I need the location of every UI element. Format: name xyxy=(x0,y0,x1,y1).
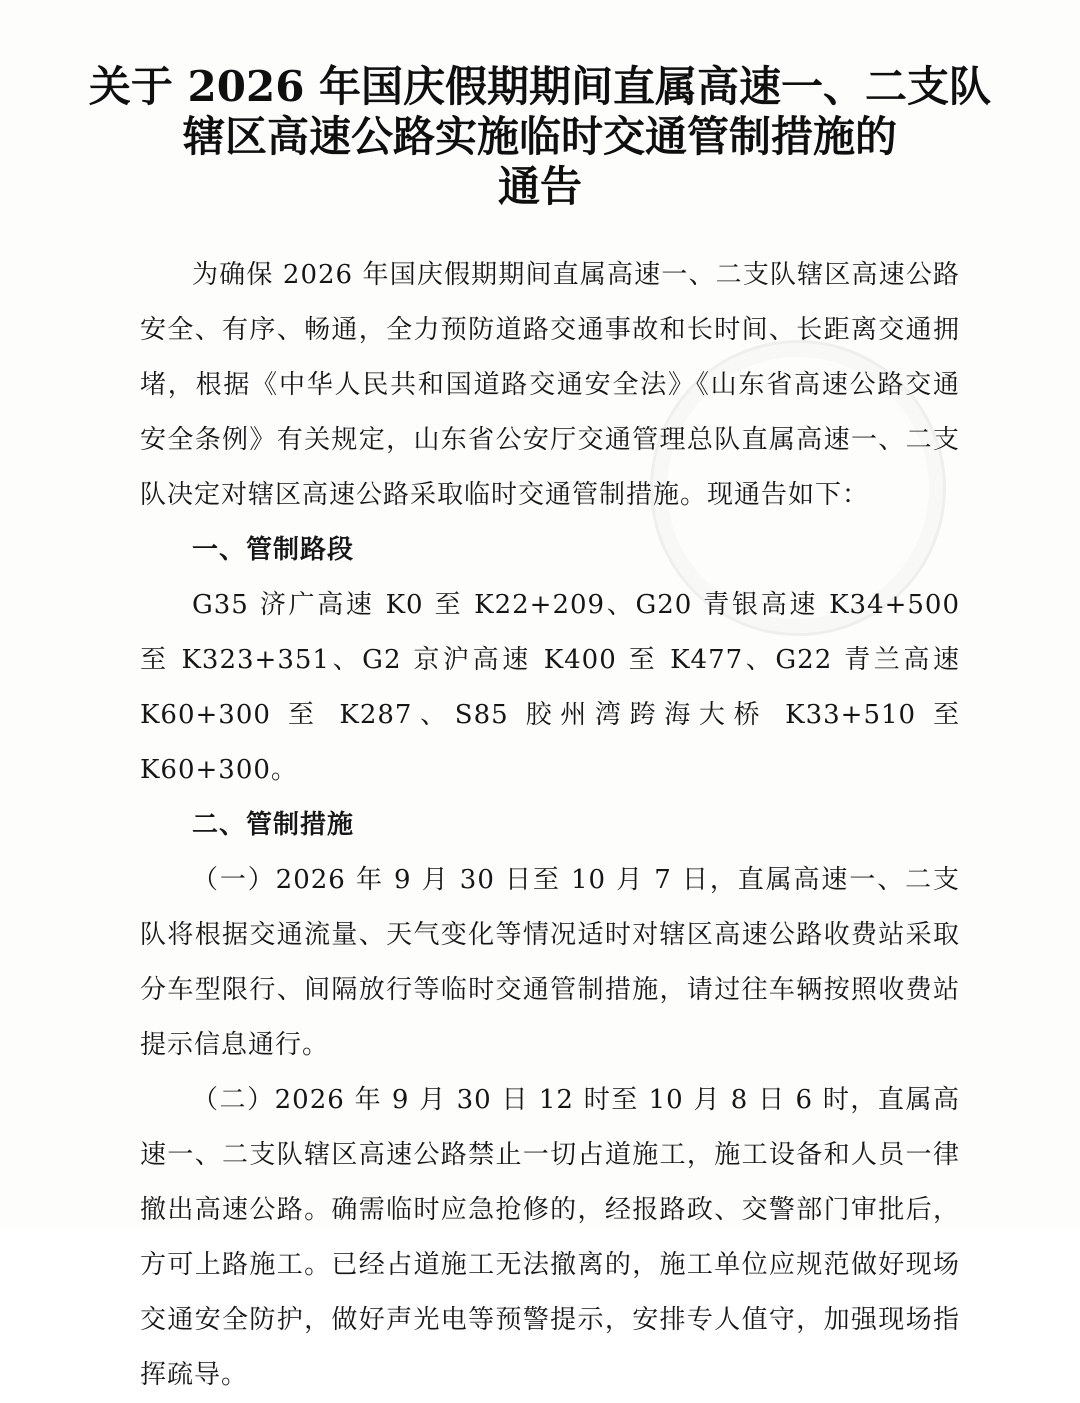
control-sections-paragraph: G35 济广高速 K0 至 K22+209、G20 青银高速 K34+500 至 K323+351、G2 京沪高速 K400 至 K477、G22 青兰高速 K60+300 至 K287、S85 胶州湾跨海大桥 K33+510 至 K60+300。 xyxy=(140,590,960,785)
measure-2-paragraph: （二）2026 年 9 月 30 日 12 时至 10 月 8 日 6 时，直属高速一、二支队辖区高速公路禁止一切占道施工，施工设备和人员一律撤出高速公路。确需临时应急抢修的，经报路政、交警部门审批后，方可上路施工。已经占道施工无法撤离的，施工单位应规范做好现场交通安全防护，做好声光电等预警提示，安排专人值守，加强现场指挥疏导。 xyxy=(140,1085,960,1390)
intro-paragraph: 为确保 2026 年国庆假期期间直属高速一、二支队辖区高速公路安全、有序、畅通，全力预防道路交通事故和长时间、长距离交通拥堵，根据《中华人民共和国道路交通安全法》《山东省高速公路交通安全条例》有关规定，山东省公安厅交通管理总队直属高速一、二支队决定对辖区高速公路采取临时交通管制措施。现通告如下： xyxy=(140,260,960,510)
title-line-1: 关于 2026 年国庆假期期间直属高速一、二支队 xyxy=(88,62,992,111)
notice-body xyxy=(140,248,960,1403)
measure-1-paragraph: （一）2026 年 9 月 30 日至 10 月 7 日，直属高速一、二支队将根据交通流量、天气变化等情况适时对辖区高速公路收费站采取分车型限行、间隔放行等临时交通管制措施，请过往车辆按照收费站提示信息通行。 xyxy=(140,865,960,1060)
section-heading-control-measures: 二、管制措施 xyxy=(192,810,355,840)
notice-title xyxy=(0,62,1080,212)
title-line-3: 通告 xyxy=(497,162,582,211)
title-line-2: 辖区高速公路实施临时交通管制措施的 xyxy=(182,112,897,161)
section-heading-control-sections: 一、管制路段 xyxy=(192,535,355,565)
